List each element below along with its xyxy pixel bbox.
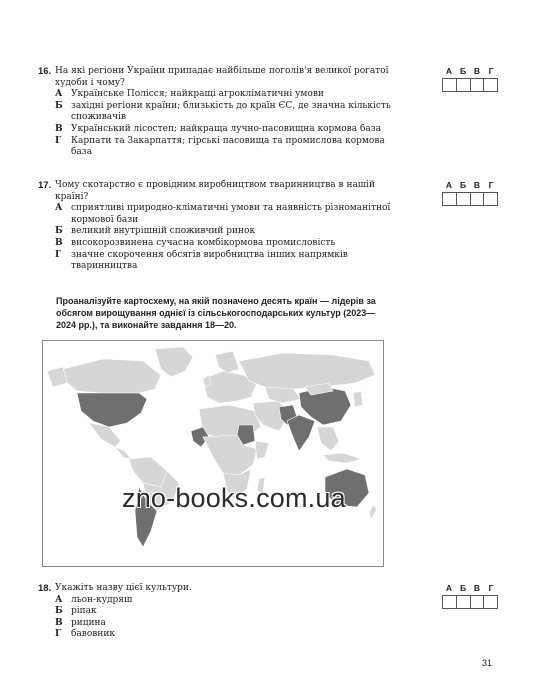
option-v: В високорозвинена сучасна комбікормова промисловість <box>55 237 336 248</box>
question-text: Укажіть назву цієї культури. <box>55 583 192 593</box>
scandinavia <box>215 351 239 373</box>
watermark: zno-books.com.ua <box>122 483 346 513</box>
new-zealand <box>369 505 377 519</box>
option-a: А сприятливі природно-кліматичні умови та наявність різноманітної кормової бази <box>55 203 391 225</box>
central-america <box>115 447 131 459</box>
korea-japan <box>353 391 363 407</box>
option-g: Г Карпати та Закарпаття; гірські пасовища та промислова кормова база <box>55 135 385 158</box>
map-instruction: Проаналізуйте картосхему, на якій позначено десять країн — лідерів за обсягом вирощування однієї із сільськогосподарських культур (2023—2024 рр.), та виконайте завдання 18—20. <box>56 296 376 330</box>
usa-highlighted <box>77 393 147 427</box>
answer-box-b[interactable] <box>457 596 471 608</box>
answer-box-g[interactable] <box>484 596 497 608</box>
option-b: Б великий внутрішній споживчий ринок <box>55 226 256 237</box>
canada <box>63 359 161 393</box>
question-17 <box>38 180 398 273</box>
question-16 <box>38 66 398 159</box>
question-number: 16. <box>38 66 52 77</box>
indonesia <box>323 453 361 463</box>
answer-box-a[interactable] <box>443 79 457 91</box>
answer-box-g[interactable] <box>484 79 497 91</box>
answer-box-v[interactable] <box>471 79 485 91</box>
kazakhstan <box>265 387 301 403</box>
option-g: Г значне скорочення обсягів виробництва інших напрямків тваринництва <box>55 249 348 272</box>
answer-box-v[interactable] <box>471 596 485 608</box>
southeast-asia <box>317 427 339 451</box>
answer-box-g[interactable] <box>484 193 497 205</box>
option-b: Б західні регіони країни; близькість до країн ЄС, де значна кількість споживачів <box>55 100 391 123</box>
world-map-svg <box>43 341 383 566</box>
india-highlighted <box>287 415 315 451</box>
answer-box-v[interactable] <box>471 193 485 205</box>
page-number: 31 <box>482 658 493 668</box>
question-number: 18. <box>38 583 52 594</box>
answer-box-a[interactable] <box>443 193 457 205</box>
question-text: Чому скотарство є провідним виробництвом тваринництва в нашій країні? <box>55 180 376 202</box>
greenland <box>155 347 193 377</box>
answer-grid-16: А Б В Г <box>442 66 498 92</box>
answer-grid-17: А Б В Г <box>442 180 498 206</box>
question-18 <box>38 583 398 641</box>
mexico <box>89 423 121 447</box>
option-a: А льон-кудряш <box>55 594 133 605</box>
east-africa <box>255 441 269 459</box>
answer-box-a[interactable] <box>443 596 457 608</box>
world-map <box>42 340 384 567</box>
option-v: В Український лісостеп; найкраща лучно-пасовищна кормова база <box>55 123 382 134</box>
question-number: 17. <box>38 180 52 191</box>
option-b: Б ріпак <box>55 606 97 617</box>
alaska <box>47 367 67 387</box>
option-g: Г бавовник <box>55 629 115 640</box>
option-a: А Українське Полісся; найкращі агрокліматичні умови <box>55 89 324 100</box>
answer-box-b[interactable] <box>457 193 471 205</box>
answer-box-b[interactable] <box>457 79 471 91</box>
answer-grid-18: А Б В Г <box>442 583 498 609</box>
option-v: В рицина <box>55 617 106 628</box>
russia <box>239 353 375 389</box>
question-text: На які регіони України припадає найбільше поголів'я великої рогатої худоби і чому? <box>55 66 389 88</box>
